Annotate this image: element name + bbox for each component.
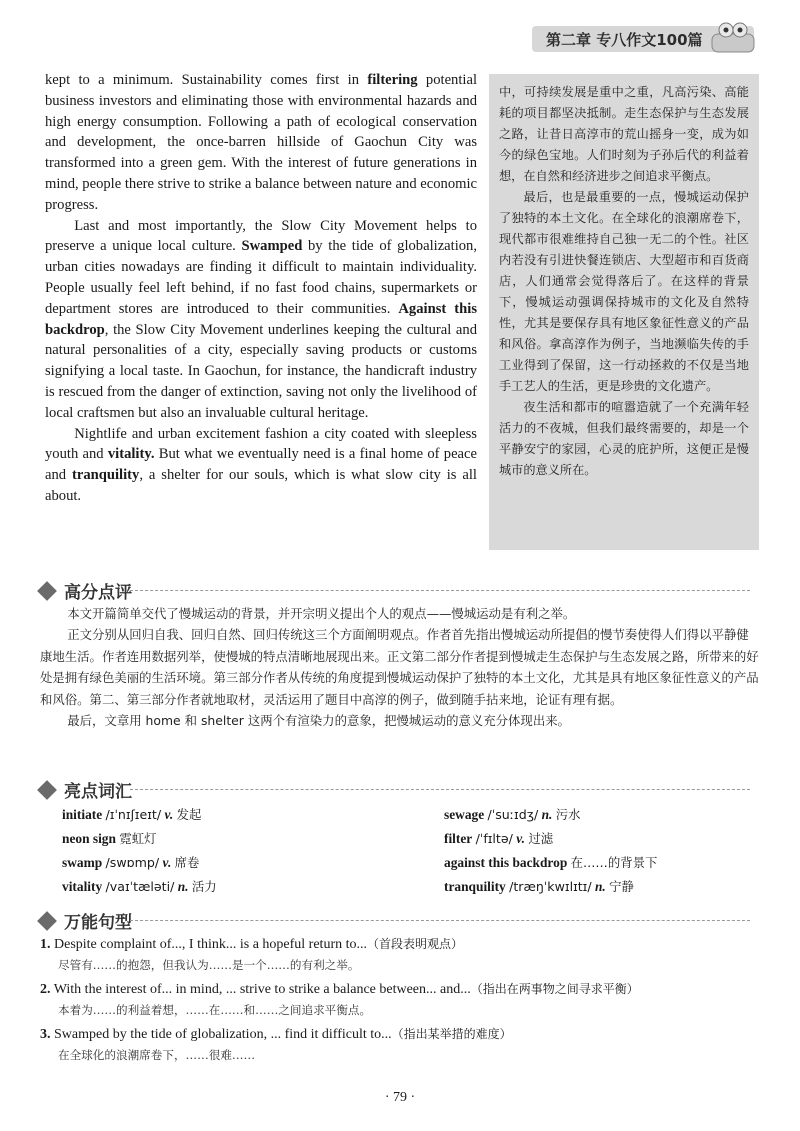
vocab-item: tranquility /træŋˈkwɪlɪtɪ/ n. 宁静 xyxy=(444,879,634,894)
translation-paragraph-1: 中，可持续发展是重中之重，凡高污染、高能耗的项目都坚决抵制。走生态保护与生态发展之路，让昔日高淳市的荒山摇身一变，成为如今的绿色宝地。人们时刻为子孙后代的利益着想，在自然和经济进步之间追求平衡点。 xyxy=(499,85,749,183)
vocab-list-right xyxy=(444,803,774,899)
comment-paragraph-1: 本文开篇简单交代了慢城运动的背景，并开宗明义提出个人的观点——慢城运动是有利之举。 xyxy=(67,606,576,621)
translation-paragraph-2: 最后，也是最重要的一点，慢城运动保护了独特的本土文化。在全球化的浪潮席卷下，现代都市很难维持自己独一无二的个性。社区内若没有引进快餐连锁店、大型超市和百货商店，人们通常会觉得落后了。在这样的背景下，慢城运动强调保持城市的文化及自然特性，尤其是要保存具有地区象征性意义的产品和风俗。拿高淳作为例子，当地濒临失传的手工业得到了保留，这一行动拯救的不仅是当地手工艺人的生活，更是珍贵的文化遗产。 xyxy=(499,190,749,393)
vocab-item: initiate /ɪˈnɪʃɪeɪt/ v. 发起 xyxy=(62,807,202,822)
translation-paragraph-3: 夜生活和都市的喧嚣造就了一个充满年轻活力的不夜城，但我们最终需要的，却是一个平静安宁的家园，心灵的庇护所，这便正是慢城市的意义所在。 xyxy=(499,400,749,477)
sentence-item: 3. Swamped by the tide of globalization, ... find it difficult to...（指出某举措的难度） 在全球化的浪潮席卷下，……很难…… xyxy=(40,1027,512,1062)
comment-paragraph-3: 最后，文章用 home 和 shelter 这两个有渲染力的意象，把慢城运动的意义充分体现出来。 xyxy=(67,713,570,729)
comment-text xyxy=(40,603,760,731)
comment-section-title: 高分点评 xyxy=(36,578,132,603)
essay-paragraph-3: Nightlife and urban excitement fashion a city coated with sleepless youth and vitality. But what we eventually need is a final home of peace and tranquility, a shelter for our souls, which is what slow city is all about. xyxy=(45,425,477,504)
essay-text xyxy=(45,70,477,507)
vocab-item: swamp /swɒmp/ v. 席卷 xyxy=(62,855,200,870)
comment-paragraph-2: 正文分别从回归自我、回归自然、回归传统这三个方面阐明观点。作者首先指出慢城运动所提倡的慢节奏使得人们得以平静健康地生活。作者连用数据列举，使慢城的特点清晰地展现出来。正文第二部分作者提到慢城走生态保护与生态发展之路，所带来的好处是拥有绿色美丽的生活环境。第三部分作者从传统的角度提到慢城运动保护了独特的本土文化，尤其是具有地区象征性意义的产品和风俗。第二、第三部分作者就地取材，灵活运用了题目中高淳的例子，做到随手拈来地，论证有理有据。 xyxy=(40,627,759,707)
translation-box xyxy=(489,74,759,550)
diamond-bullet-icon xyxy=(37,780,57,800)
essay-paragraph-2: Last and most importantly, the Slow City Movement helps to preserve a unique local culture. Swamped by the tide of globalization, urban cities nowadays are finding it difficult to maintain individuality. People usually feel left behind, if no fast food chains, supermarkets or department stores are introduced to their communities. Against this backdrop, the Slow City Movement underlines keeping the cultural and natural personalities of a city, especially saving products or customs signifying a local taste. In Gaochun, for instance, the handicraft industry is rescued from the danger of extinction, saving not only the livelihood of local craftsmen but also an invaluable cultural heritage. xyxy=(45,217,477,421)
essay-paragraph-1: kept to a minimum. Sustainability comes first in filtering potential business investors and eliminating those with environmental hazards and high energy consumption. Following a path of ecological conservation and development, the once-barren hillside of Gaochun City was transformed into a green gem. With the interest of future generations in mind, people there strive to strike a balance between nature and economic progress. xyxy=(45,72,477,213)
vocab-list-left xyxy=(62,803,392,899)
sentence-item: 2. With the interest of... in mind, ... strive to strike a balance between... and...（指出在两事物之间寻求平衡） 本着为……的利益着想，……在……和……之间追求平衡点。 xyxy=(40,982,639,1017)
divider xyxy=(130,789,750,791)
vocab-item: filter /ˈfɪltə/ v. 过滤 xyxy=(444,831,554,846)
sentence-item: 1. Despite complaint of..., I think... is a hopeful return to...（首段表明观点） 尽管有……的抱怨，但我认为……是一个……的有利之举。 xyxy=(40,937,464,972)
divider xyxy=(130,920,750,922)
mascot-logo-icon xyxy=(710,20,756,56)
diamond-bullet-icon xyxy=(37,581,57,601)
vocab-item: vitality /vaɪˈtæləti/ n. 活力 xyxy=(62,879,217,894)
divider xyxy=(130,590,750,592)
diamond-bullet-icon xyxy=(37,911,57,931)
vocab-section-title: 亮点词汇 xyxy=(36,777,132,802)
vocab-item: against this backdrop 在……的背景下 xyxy=(444,855,658,870)
sentence-section-title: 万能句型 xyxy=(36,908,132,933)
vocab-item: neon sign 霓虹灯 xyxy=(62,831,157,846)
vocab-item: sewage /ˈsuːɪdʒ/ n. 污水 xyxy=(444,807,581,822)
sentence-list xyxy=(40,933,770,1068)
chapter-label: 第二章 专八作文100篇 xyxy=(546,30,703,49)
page-number: · 79 · xyxy=(384,1090,416,1105)
